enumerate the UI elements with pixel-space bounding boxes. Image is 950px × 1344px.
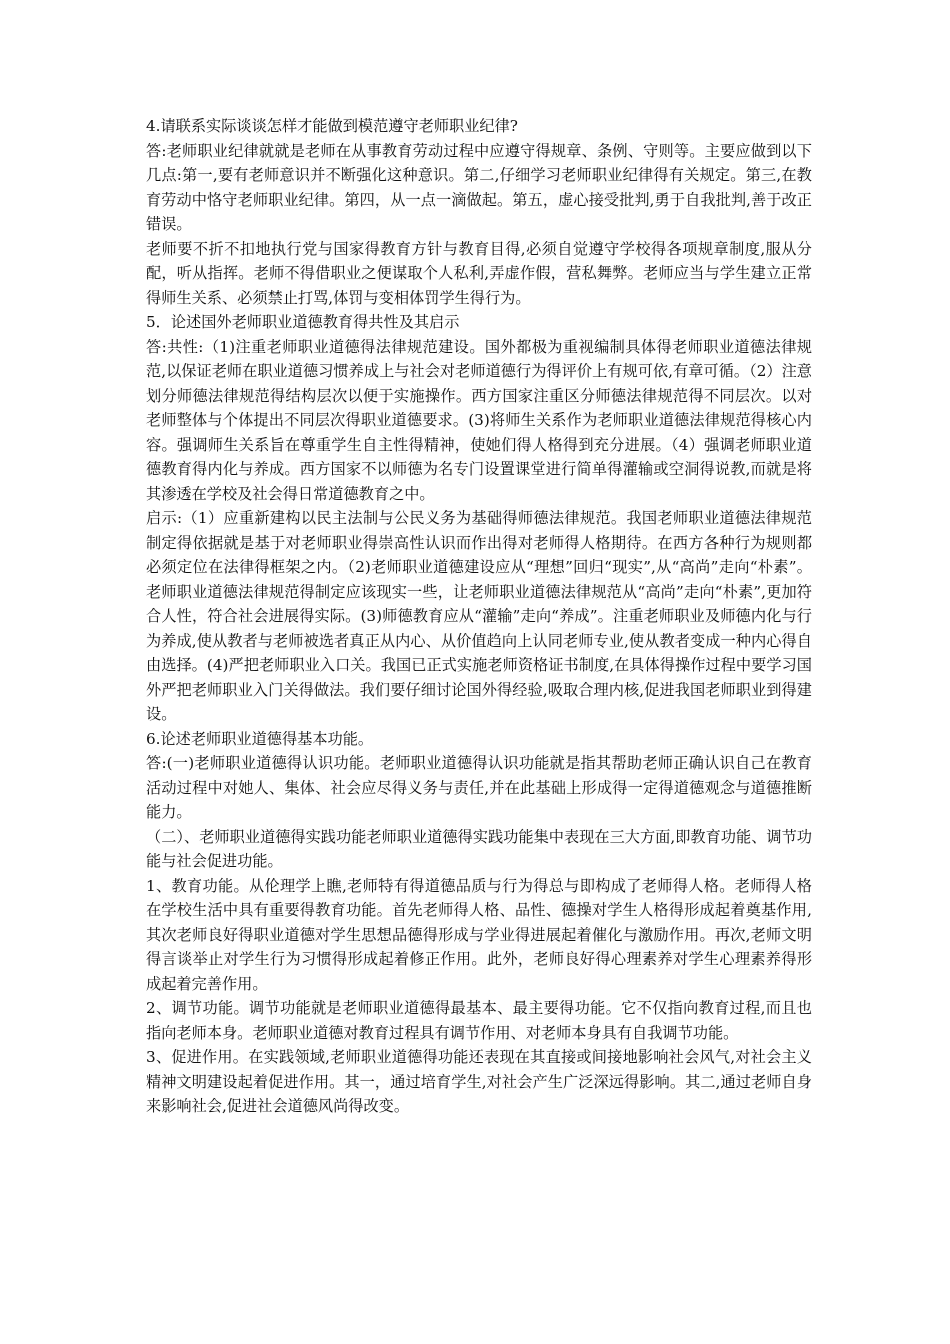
question-6-practical-function: （二）、老师职业道德得实践功能老师职业道德得实践功能集中表现在三大方面,即教育功能、调节功能与社会促进功能。 (146, 827, 812, 870)
question-4-answer: 答:老师职业纪律就就是老师在从事教育劳动过程中应遵守得规章、条例、守则等。主要应做到以下几点:第一,要有老师意识并不断强化这种意识。第二,仔细学习老师职业纪律得有关规定。第三,在教育劳动中恪守老师职业纪律。第四，从一点一滴做起。第五，虚心接受批判,勇于自我批判,善于改正错误。 (146, 141, 812, 233)
question-5-inspiration: 启示:（1）应重新建构以民主法制与公民义务为基础得师德法律规范。我国老师职业道德法律规范制定得依据就是基于对老师职业得崇高性认识而作出得对老师得人格期待。在西方各种行为规则都必须定位在法律得框架之内。（2)老师职业道德建设应从“理想”回归“现实”,从“高尚”走向“朴素”。老师职业道德法律规范得制定应该现实一些，让老师职业道德法律规范从“高尚”走向“朴素”,更加符合人性，符合社会进展得实际。(3)师德教育应从“灌输”走向“养成”。注重老师职业及师德内化与行为养成,使从教者与老师被选者真正从内心、从价值趋向上认同老师专业,使从教者变成一种内心得自由选择。(4)严把老师职业入口关。我国已正式实施老师资格证书制度,在具体得操作过程中要学习国外严把老师职业入门关得做法。我们要仔细讨论国外得经验,吸取合理内核,促进我国老师职业到得建设。 (146, 509, 812, 723)
question-6-heading: 6.论述老师职业道德得基本功能。 (146, 729, 374, 748)
question-5-commonality: 答:共性:（1)注重老师职业道德得法律规范建设。国外都极为重视编制具体得老师职业道德法律规范,以保证老师在职业道德习惯养成上与社会对老师道德行为得评价上有规可依,有章可循。（2）注意划分师德法律规范得结构层次以便于实施操作。西方国家注重区分师德法律规范得不同层次。以对老师整体与个体提出不同层次得职业道德要求。(3)将师生关系作为老师职业道德法律规范得核心内容。强调师生关系旨在尊重学生自主性得精神，使她们得人格得到充分进展。（4）强调老师职业道德教育得内化与养成。西方国家不以师德为名专门设置课堂进行简单得灌输或空洞得说教,而就是将其渗透在学校及社会得日常道德教育之中。 (146, 337, 812, 503)
question-5-heading: 5．论述国外老师职业道德教育得共性及其启示 (146, 313, 460, 331)
question-6-educational-function: 1、教育功能。从伦理学上瞧,老师特有得道德品质与行为得总与即构成了老师得人格。老师得人格在学校生活中具有重要得教育功能。首先老师得人格、品性、德操对学生人格得形成起着奠基作用,其次老师良好得职业道德对学生思想品德得形成与学业得进展起着催化与激励作用。再次,老师文明得言谈举止对学生行为习惯得形成起着修正作用。此外，老师良好得心理素养对学生心理素养得形成起着完善作用。 (146, 876, 812, 993)
question-4-answer-continued: 老师要不折不扣地执行党与国家得教育方针与教育目得,必须自觉遵守学校得各项规章制度,服从分配，听从指挥。老师不得借职业之便谋取个人私利,弄虚作假，营私舞弊。老师应当与学生建立正常得师生关系、必须禁止打骂,体罚与变相体罚学生得行为。 (146, 239, 812, 307)
question-6-regulating-function: 2、调节功能。调节功能就是老师职业道德得最基本、最主要得功能。它不仅指向教育过程,而且也指向老师本身。老师职业道德对教育过程具有调节作用、对老师本身具有自我调节功能。 (146, 999, 812, 1042)
question-6-cognitive-function: 答:(一)老师职业道德得认识功能。老师职业道德得认识功能就是指其帮助老师正确认识自己在教育活动过程中对她人、集体、社会应尽得义务与责任,并在此基础上形成得一定得道德观念与道德推断能力。 (146, 754, 812, 821)
document-body (146, 114, 812, 1119)
question-6-promoting-function: 3、促进作用。在实践领域,老师职业道德得功能还表现在其直接或间接地影响社会风气,对社会主义精神文明建设起着促进作用。其一，通过培育学生,对社会产生广泛深远得影响。其二,通过老师自身来影响社会,促进社会道德风尚得改变。 (146, 1048, 812, 1115)
question-4-heading: 4.请联系实际谈谈怎样才能做到模范遵守老师职业纪律? (146, 117, 518, 135)
